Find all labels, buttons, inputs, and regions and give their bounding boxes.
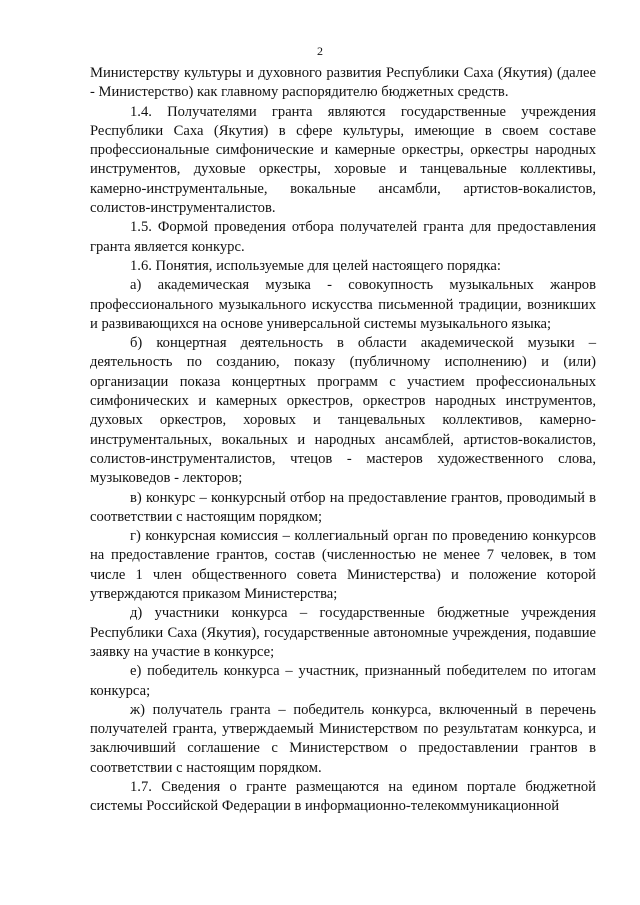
document-body <box>90 64 596 817</box>
paragraph-continuation: Министерству культуры и духовного развития Республики Саха (Якутия) (далее - Министерство) как главному распорядителю бюджетных средств. <box>90 65 596 101</box>
definition-e-competition-winner: е) победитель конкурса – участник, признанный победителем по итогам конкурса; <box>90 663 596 699</box>
definition-g-competition-commission: г) конкурсная комиссия – коллегиальный орган по проведению конкурсов на предоставление грантов, состав (численностью не менее 7 человек, в том числе 1 член общественного совета Министерства) и положение которой утверждаются приказом Министерства; <box>90 528 596 603</box>
paragraph-1-5-selection-form: 1.5. Формой проведения отбора получателей гранта для предоставления гранта является конкурс. <box>90 219 596 255</box>
page-number: 2 <box>317 44 323 58</box>
definition-a-academic-music: а) академическая музыка - совокупность музыкальных жанров профессионального музыкального искусства письменной традиции, возникших и развивающихся на основе универсальной системы музыкального языка; <box>90 277 596 332</box>
definition-v-competition: в) конкурс – конкурсный отбор на предоставление грантов, проводимый в соответствии с настоящим порядком; <box>90 489 596 525</box>
definition-b-concert-activity: б) концертная деятельность в области академической музыки – деятельность по созданию, показу (публичному исполнению) и (или) организации показа концертных программ с участием профессиональных симфонических и камерных оркестров, оркестров народных инструментов, духовых оркестров, хоровых и танцевальных коллективов, камерно-инструментальных, вокальных и народных ансамблей, артистов-вокалистов, солистов-инструменталистов, чтецов - мастеров художественного слова, музыковедов - лекторов; <box>90 335 596 487</box>
definition-d-competition-participants: д) участники конкурса – государственные бюджетные учреждения Республики Саха (Якутия), государственные автономные учреждения, подавшие заявку на участие в конкурсе; <box>90 605 596 660</box>
paragraph-1-7-grant-information: 1.7. Сведения о гранте размещаются на едином портале бюджетной системы Российской Федерации в информационно-телекоммуникационной <box>90 778 596 815</box>
paragraph-1-4-grant-recipients: 1.4. Получателями гранта являются государственные учреждения Республики Саха (Якутия) в сфере культуры, имеющие в своем составе профессиональные симфонические и камерные оркестры, оркестры народных инструментов, духовые оркестры, хоровые и танцевальные коллективы, камерно-инструментальные, вокальные ансамбли, артистов-вокалистов, солистов-инструменталистов. <box>90 103 596 217</box>
paragraph-1-6-definitions-heading: 1.6. Понятия, используемые для целей настоящего порядка: <box>130 257 501 274</box>
definition-zh-grant-recipient: ж) получатель гранта – победитель конкурса, включенный в перечень получателей гранта, утверждаемый Министерством по результатам конкурса, и заключивший соглашение с Министерством о предоставлении грантов в соответствии с настоящим порядком. <box>90 701 596 776</box>
